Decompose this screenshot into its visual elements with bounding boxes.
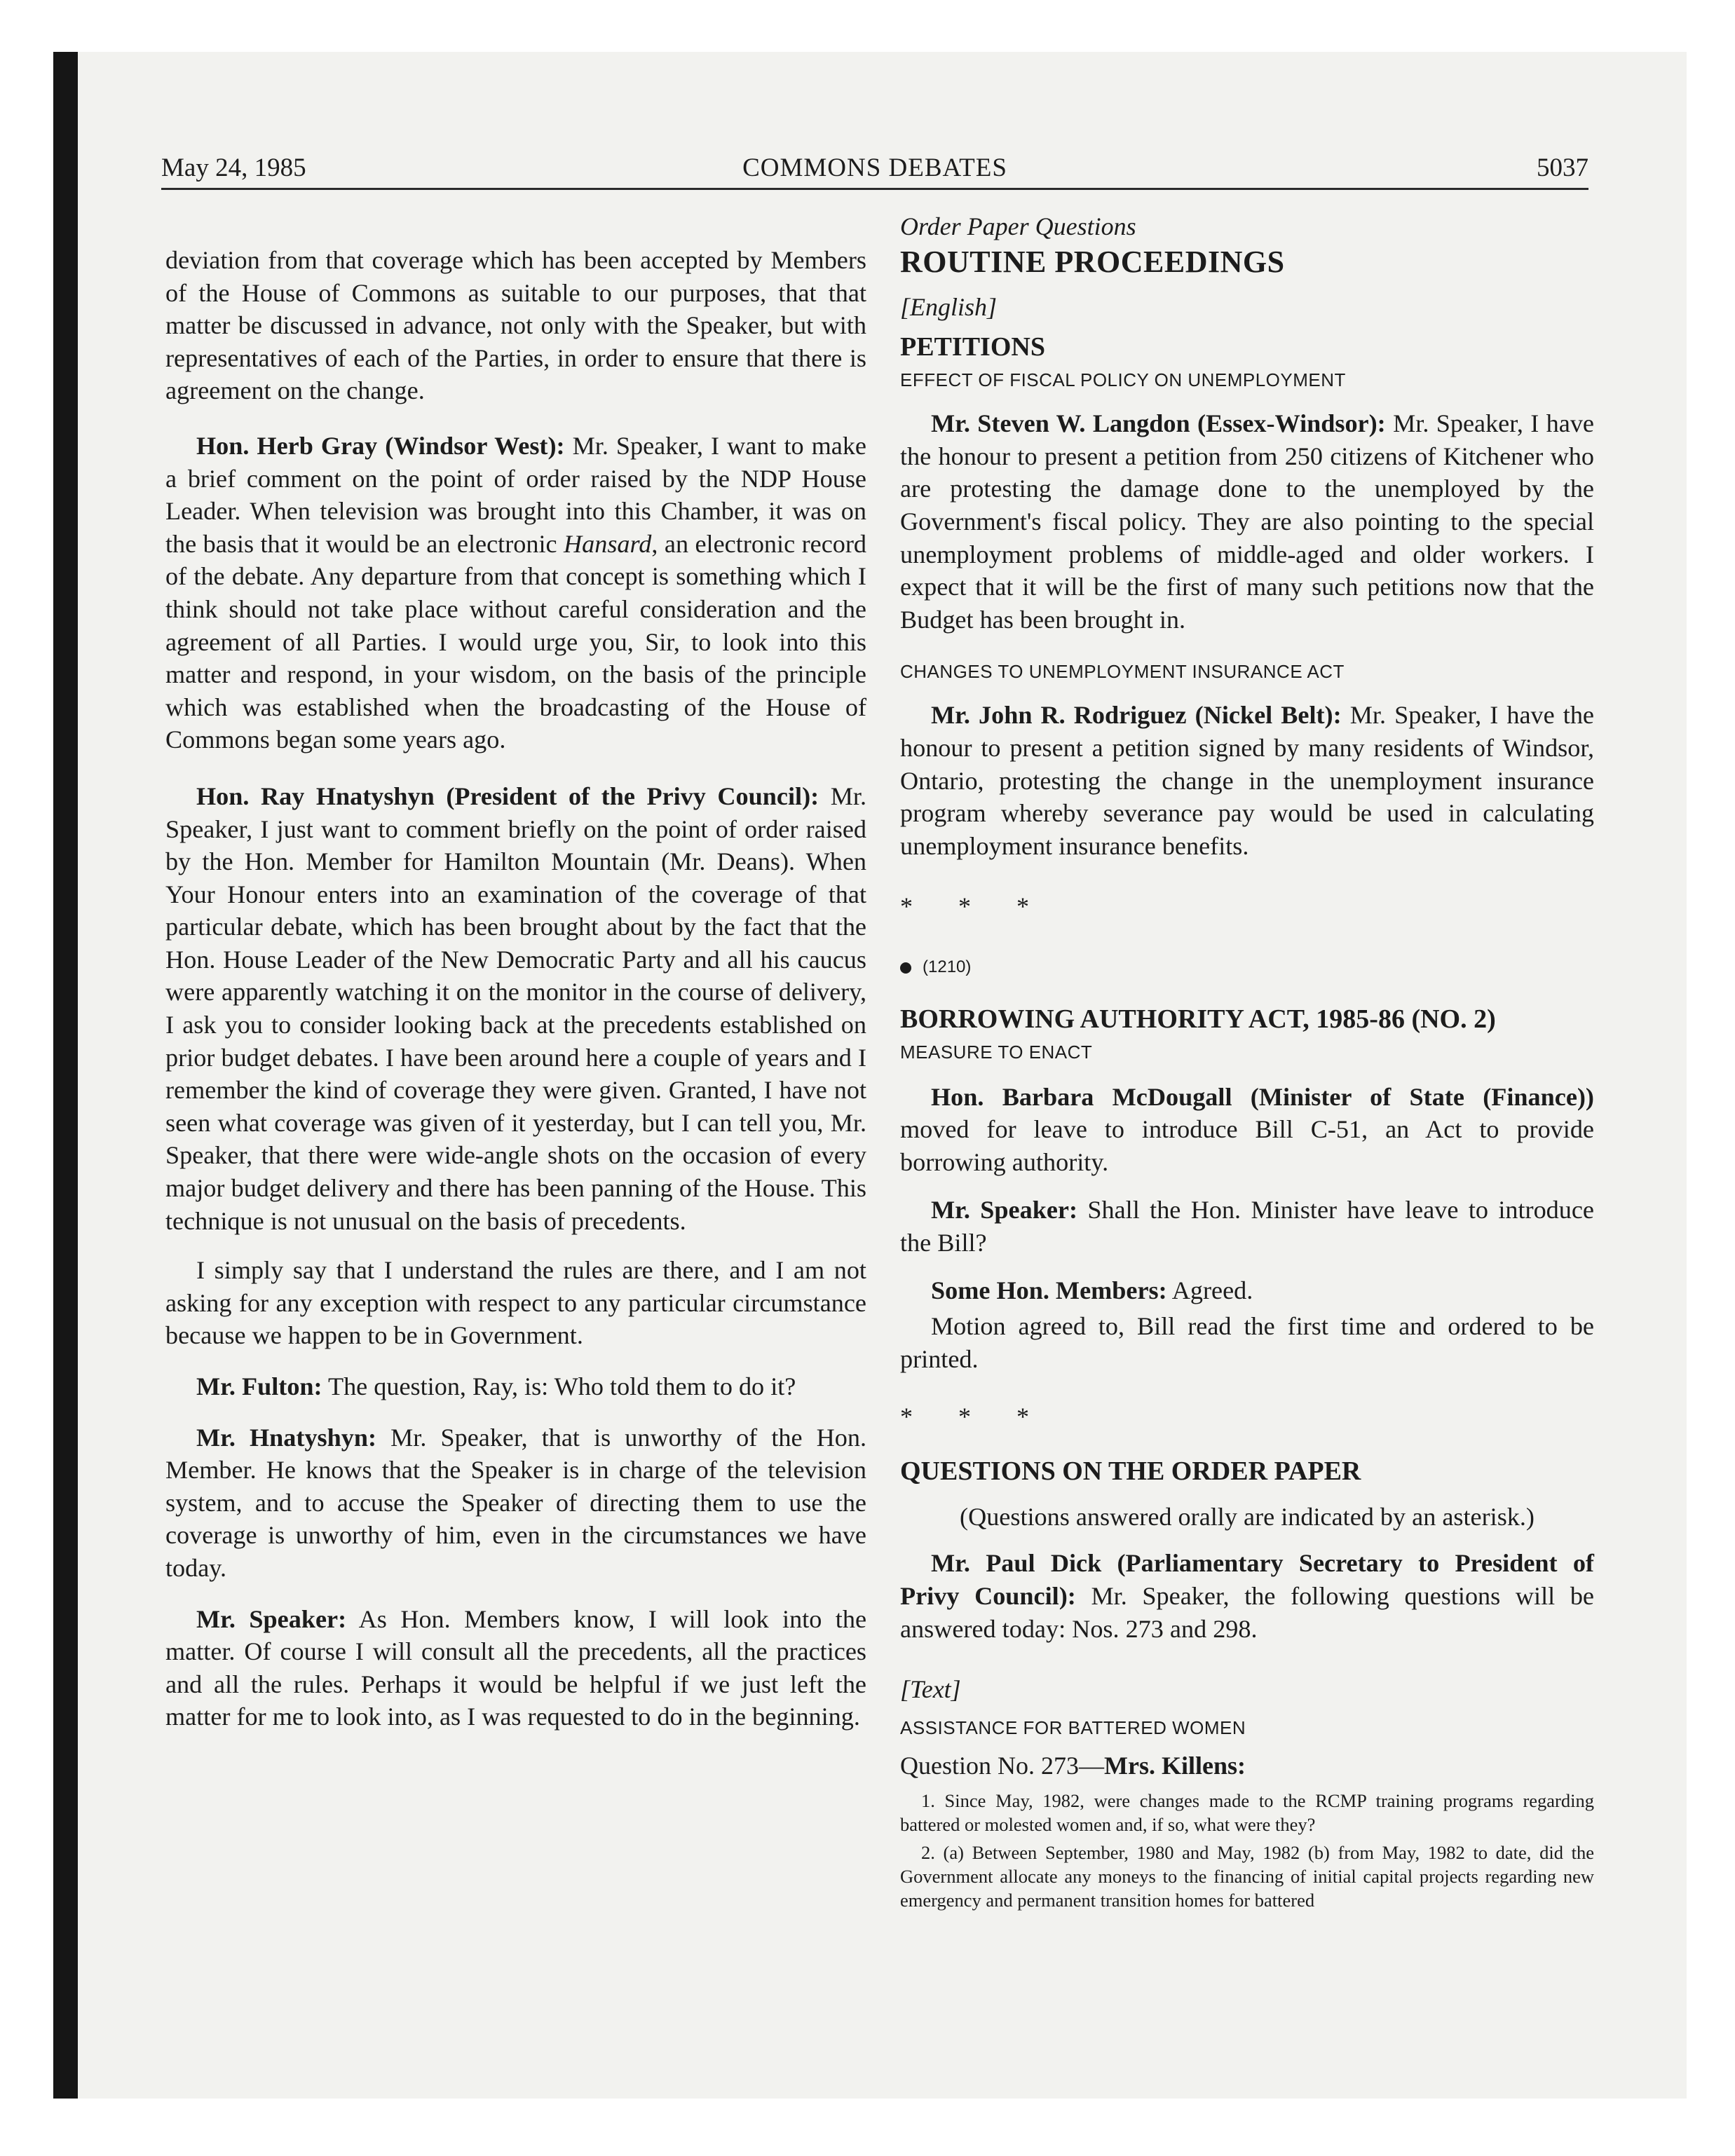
section-separator: * * * <box>900 1403 1049 1431</box>
questions-note: (Questions answered orally are indicated by an asterisk.) <box>960 1502 1535 1531</box>
speech-text: Mr. Speaker, the following questions will be answered today: Nos. 273 and 298. <box>900 1582 1594 1643</box>
petition-rodriguez <box>900 699 1594 862</box>
question-item-2: 2. (a) Between September, 1980 and May, 1982 (b) from May, 1982 to date, did the Government allocate any moneys to the financing of initial capital projects regarding new emergency and permanent transition homes for battered <box>900 1842 1594 1911</box>
paragraph-gray <box>165 430 866 756</box>
questions-heading: QUESTIONS ON THE ORDER PAPER <box>900 1456 1361 1486</box>
speech-text: , an electronic record of the debate. Any departure from that concept is something which I think should not take place without careful consideration and the agreement of all Parties. I would urge you, Sir, to look into this matter and respond, in your wisdom, on the basis of the principle which was established when the broadcasting of the House of Commons began some years ago. <box>165 529 867 754</box>
language-tag-text: [Text] <box>900 1675 961 1704</box>
language-tag-english: [English] <box>900 292 998 321</box>
header-date: May 24, 1985 <box>161 153 306 182</box>
speaker-name: Hon. Ray Hnatyshyn (President of the Privy Council): <box>196 782 819 810</box>
bill-subheading: MEASURE TO ENACT <box>900 1041 1093 1063</box>
speech-text: moved for leave to introduce Bill C-51, an Act to provide borrowing authority. <box>900 1115 1594 1176</box>
speech-text: Agreed. <box>1166 1276 1253 1305</box>
paragraph-fulton <box>165 1370 866 1403</box>
speaker-name: Mr. Steven W. Langdon (Essex-Windsor): <box>931 409 1386 438</box>
question-subheading: ASSISTANCE FOR BATTERED WOMEN <box>900 1717 1246 1738</box>
speaker-name: Mr. Fulton: <box>196 1372 322 1400</box>
speech-text: Mr. Speaker, I have the honour to present a petition signed by many residents of Windsor, Ontario, protesting the change in the unemployment insurance program whereby severance pay would be used in calculating unemployment insurance benefits. <box>900 701 1594 860</box>
question-asker: Mrs. Killens: <box>1104 1751 1246 1780</box>
paragraph-hnatyshyn-reply <box>165 1421 866 1585</box>
running-header <box>161 153 1588 190</box>
speaker-name: Hon. Barbara McDougall (Minister of State (Finance)) <box>931 1082 1594 1111</box>
speech-text: As Hon. Members know, I will look into the matter. Of course I will consult all the precedents, all the practices and all the rules. Perhaps it would be helpful if we just left the matter for me to look into, as I was requested to do in the beginning. <box>165 1604 867 1731</box>
section-separator: * * * <box>900 892 1049 921</box>
header-publication: COMMONS DEBATES <box>742 153 1007 182</box>
section-running-title: Order Paper Questions <box>900 212 1136 240</box>
speech-text: Mr. Speaker, I just want to comment briefly on the point of order raised by the Hon. Member for Hamilton Mountain (Mr. Deans). When Your Honour enters into an examination of the coverage of that particular debate, which has been brought about by the fact that the Hon. House Leader of the New Democratic Party and all his caucus were apparently watching it on the monitor in the course of delivery, I ask you to consider looking back at the precedents established on prior budget debates. I have been around here a couple of years and I remember the kind of coverage they were given. Granted, I have not seen what coverage was given of it yesterday, but I can tell you, Mr. Speaker, that there were wide-angle shots on the occasion of every major budget delivery and there has been panning of the House. This technique is not unusual on the basis of precedents. <box>165 782 866 1235</box>
bullet-icon <box>900 962 911 974</box>
timestamp-text: (1210) <box>923 957 972 976</box>
speech-text: The question, Ray, is: Who told them to do it? <box>322 1372 796 1400</box>
timestamp-marker <box>900 951 1594 984</box>
paragraph-continuation: deviation from that coverage which has been accepted by Members of the House of Commons as suitable to our purposes, that that matter be discussed in advance, not only with the Speaker, but with representatives of each of the Parties, in order to ensure that there is agreement on the change. <box>165 246 866 405</box>
speaker-name: Mr. Speaker: <box>196 1604 347 1633</box>
speaker-name: Hon. Herb Gray (Windsor West): <box>196 431 565 460</box>
paragraph-hnatyshyn-continued: I simply say that I understand the rules are there, and I am not asking for any exception with respect to any particular circumstance because we happen to be in Government. <box>165 1256 866 1350</box>
bill-heading: BORROWING AUTHORITY ACT, 1985-86 (NO. 2) <box>900 1004 1496 1034</box>
paragraph-dick <box>900 1547 1594 1645</box>
question-item-1: 1. Since May, 1982, were changes made to the RCMP training programs regarding battered or molested women and, if so, what were they? <box>900 1790 1594 1836</box>
petition-langdon <box>900 407 1594 636</box>
paragraph-members <box>900 1274 1594 1307</box>
speech-italic: Hansard <box>564 529 652 558</box>
paragraph-mcdougall <box>900 1081 1594 1179</box>
header-page-number: 5037 <box>1537 153 1588 182</box>
speech-text: Shall the Hon. Minister have leave to introduce the Bill? <box>900 1196 1594 1257</box>
scan-binding-edge <box>53 52 78 2099</box>
petition-subheading: EFFECT OF FISCAL POLICY ON UNEMPLOYMENT <box>900 369 1346 391</box>
speech-text: Mr. Speaker, I want to make a brief comment on the point of order raised by the NDP House Leader. When television was brought into this Chamber, it was on the basis that it would be an electronic <box>165 431 866 558</box>
petition-subheading: CHANGES TO UNEMPLOYMENT INSURANCE ACT <box>900 661 1345 683</box>
left-column <box>165 210 866 1733</box>
speaker-name: Mr. Hnatyshyn: <box>196 1423 377 1452</box>
speech-text: Mr. Speaker, I have the honour to present a petition from 250 citizens of Kitchener who are protesting the damage done to the unemployed by the Government's fiscal policy. They are also pointing to the special unemployment problems of middle-aged and older workers. I expect that it will be the first of many such petitions now that the Budget has been brought in. <box>900 409 1594 634</box>
speech-text: Mr. Speaker, that is unworthy of the Hon. Member. He knows that the Speaker is in charge of the television system, and to accuse the Speaker of directing them to use the coverage is unworthy of him, even in the circumstances we have today. <box>165 1423 866 1582</box>
speaker-name: Mr. John R. Rodriguez (Nickel Belt): <box>931 701 1342 730</box>
paragraph-speaker <box>165 1603 866 1733</box>
petitions-heading: PETITIONS <box>900 332 1045 362</box>
right-column <box>900 210 1594 1912</box>
paragraph-hnatyshyn <box>165 780 866 1237</box>
speaker-name: Mr. Paul Dick (Parliamentary Secretary to President of Privy Council): <box>900 1549 1594 1611</box>
speaker-name: Mr. Speaker: <box>931 1196 1078 1224</box>
speaker-name: Some Hon. Members: <box>931 1276 1167 1305</box>
routine-proceedings-heading: ROUTINE PROCEEDINGS <box>900 244 1285 279</box>
question-number: Question No. 273— <box>900 1751 1104 1780</box>
paragraph-motion: Motion agreed to, Bill read the first time and ordered to be printed. <box>900 1312 1594 1373</box>
paragraph-speaker-question <box>900 1194 1594 1259</box>
question-273-line <box>900 1749 1594 1782</box>
